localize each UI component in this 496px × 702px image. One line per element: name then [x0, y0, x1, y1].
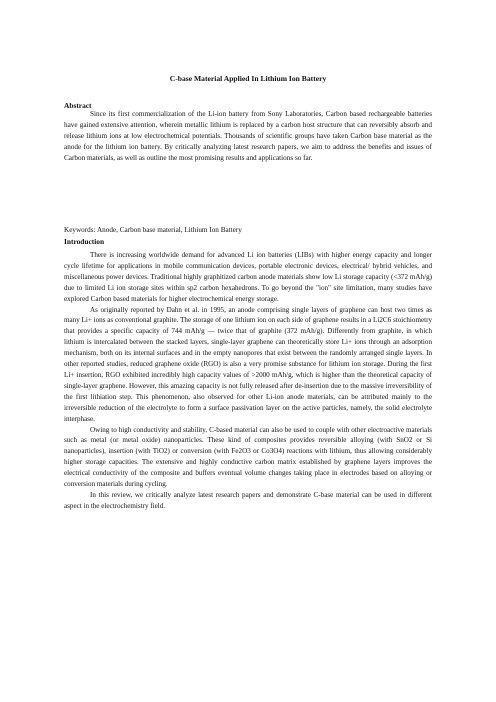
abstract-text: Since its first commercialization of the Li-ion battery from Sony Laboratories, Carbon based rechargeable batteries have gained extensive attention, wherein metallic lithium is replaced by a carbon host structure that can reversibly absorb and release lithium ions at low electrochemical potentials. Thousands of scientific groups have taken Carbon base material as the anode for the lithium ion battery. By critically analyzing latest research papers, we aim to address the benefits and issues of Carbon materials, as well as outline the most promising results and applications so far. [64, 110, 432, 163]
paper-title: C-base Material Applied In Lithium Ion Battery [169, 74, 327, 83]
introduction-body [64, 250, 432, 512]
introduction-paragraph-3: Owing to high conductivity and stability, C-based material can also be used to couple with other electroactive materials such as metal (or metal oxide) nanoparticles. These kind of composites provides reversible alloying (with SnO2 or Si nanoparticles), insertion (with TiO2) or conversion (with Fe2O3 or Co3O4) reactions with lithium, thus allowing considerably higher storage capacities. The extensive and highly conductive carbon matrix established by graphene layers improves the electrical conductivity of the composite and buffers eventual volume changes taking place in electrodes based on alloying or conversion materials during cycling. [64, 425, 432, 489]
introduction-heading: Introduction [64, 237, 105, 246]
keywords-line: Keywords: Anode, Carbon base material, Lithium Ion Battery [64, 226, 242, 234]
abstract-heading: Abstract [64, 101, 92, 110]
introduction-paragraph-1: There is increasing worldwide demand for advanced Li ion batteries (LIBs) with higher energy capacity and longer cycle lifetime for applications in mobile communication devices, portable electronic devices, electrical/ hybrid vehicles, and miscellaneous power devices. Traditional highly graphitized carbon anode materials show low Li storage capacity (<372 mAh/g) due to limited Li ion storage sites within sp2 carbon hexahedrons. To go beyond the "ion" site limitation, many studies have explored Carbon based materials for higher electrochemical energy storage. [64, 251, 432, 303]
introduction-paragraph-2: As originally reported by Dahn et al. in 1995, an anode comprising single layers of graphene can host two times as many Li+ ions as conventional graphite. The storage of one lithium ion on each side of graphene results in a Li2C6 stoichiometry that provides a specific capacity of 744 mAh/g — twice that of graphite (372 mAh/g). Differently from graphite, in which lithium is intercalated between the stacked layers, single-layer graphene can theoretically store Li+ ions through an adsorption mechanism, both on its internal surfaces and in the empty nanopores that exist between the randomly arranged single layers. In other reported studies, reduced graphene oxide (RGO) is also a very promise substance for lithium ion storage. During the first Li+ insertion, RGO exhibited incredibly high capacity values of >2000 mAh/g, which is higher than the theoretical capacity of single-layer graphene. However, this amazing capacity is not fully released after de-insertion due to the massive irreversibility of the first lithiation step. This phenomenon, also observed for other Li-ion anode materials, can be attributed mainly to the irreversible reduction of the electrolyte to form a surface passivation layer on the active particles, namely, the solid electrolyte interphase. [64, 305, 432, 423]
introduction-paragraph-4: In this review, we critically analyze latest research papers and demonstrate C-base material can be used in different aspect in the electrochemistry field. [64, 490, 432, 510]
